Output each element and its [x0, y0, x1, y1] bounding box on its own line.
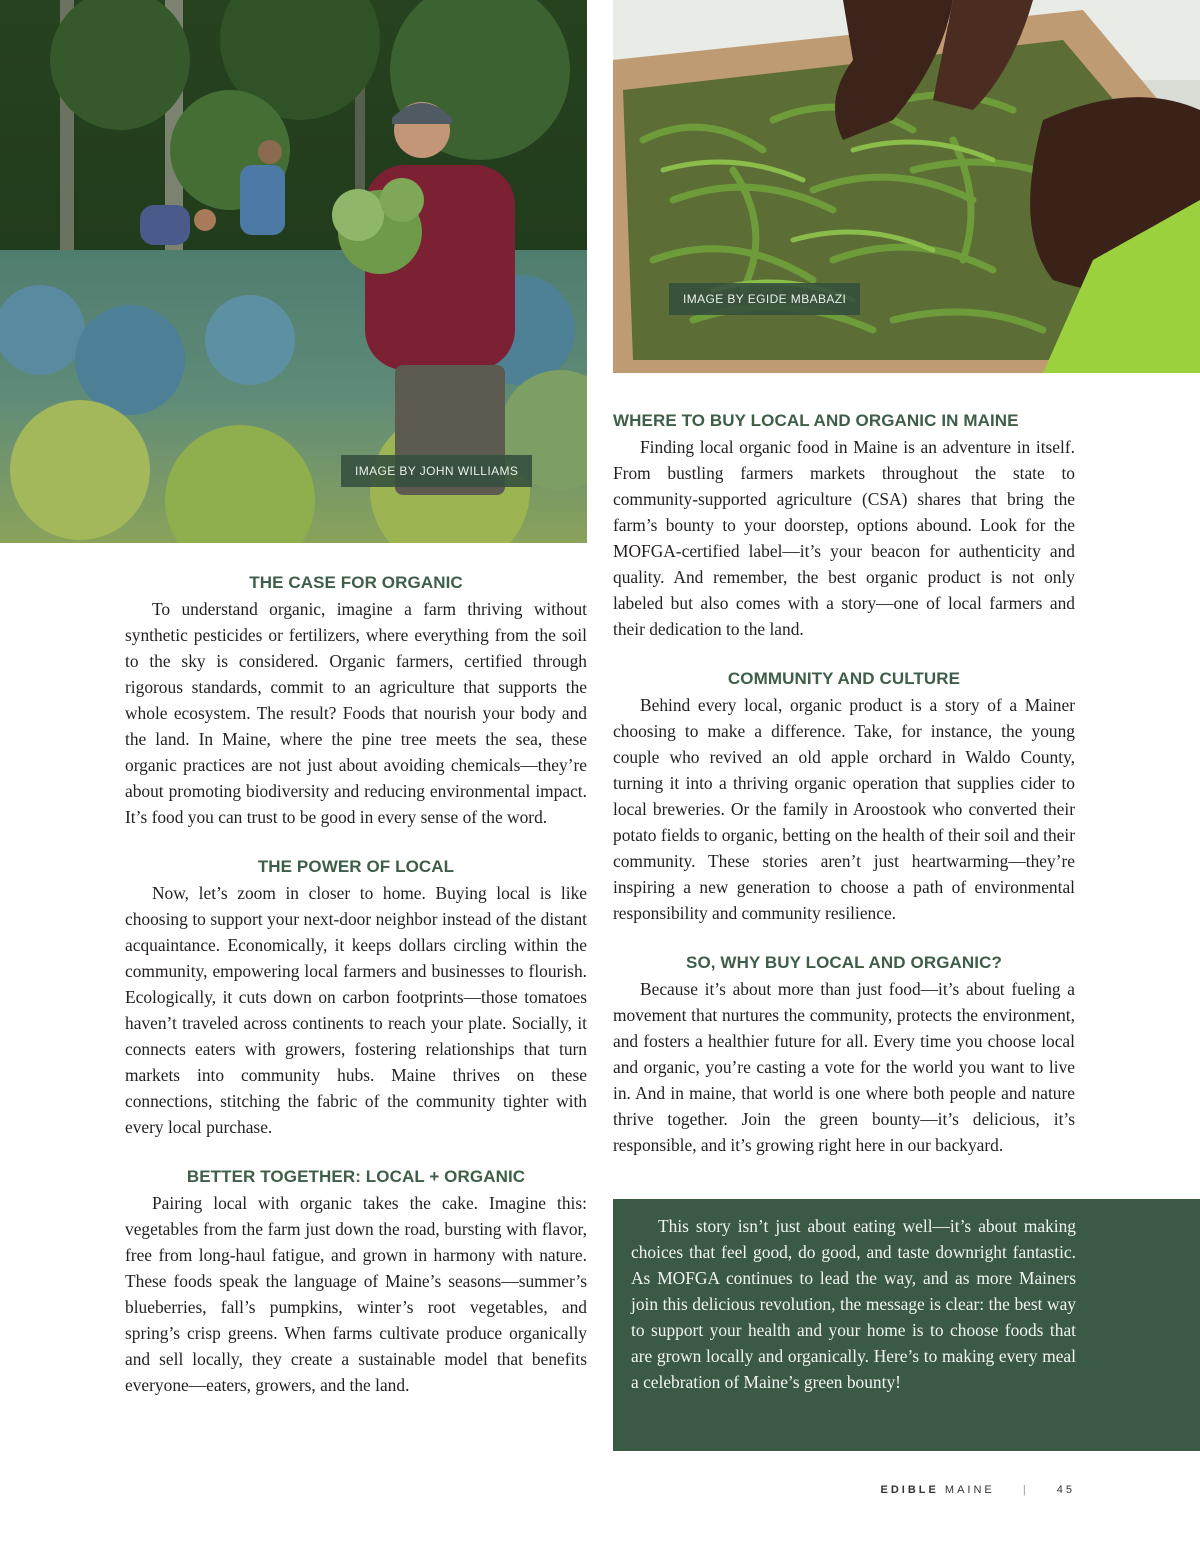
heading-better-together: BETTER TOGETHER: LOCAL + ORGANIC	[186, 1167, 526, 1186]
page-number: 45	[1056, 1484, 1075, 1496]
green-beans-photo	[613, 0, 1200, 373]
page-footer	[881, 1484, 1075, 1496]
closing-callout-box	[613, 1199, 1200, 1451]
paragraph-why-buy: Because it’s about more than just food—it’s about fueling a movement that nurtures the community, protects the environment, and fosters a healthier future for all. Every time you choose local and organic, you’re casting a vote for the world you want to live in. And in maine, that world is one where both people and nature thrive together. Join the green bounty—it’s delicious, it’s responsible, and it’s growing right here in our backyard.	[613, 979, 1075, 1155]
paragraph-power-of-local: Now, let’s zoom in closer to home. Buying local is like choosing to support your next-door neighbor instead of the distant acquaintance. Economically, it keeps dollars circling within the community, empowering local farmers and businesses to flourish. Ecologically, it cuts down on carbon footprints—those tomatoes haven’t traveled across continents to reach your plate. Socially, it connects eaters with growers, fostering relationships that turn markets into community hubs. Maine thrives on these connections, stitching the fabric of the community tighter with every local purchase.	[125, 883, 587, 1137]
left-column	[125, 572, 587, 1398]
paragraph-where-to-buy: Finding local organic food in Maine is an adventure in itself. From bustling farmers markets throughout the state to community-supported agriculture (CSA) shares that bring the farm’s bounty to your doorstep, options abound. Look for the MOFGA-certified label—it’s your beacon for authenticity and quality. And remember, the best organic product is not only labeled but also comes with a story—one of local farmers and their dedication to the land.	[613, 437, 1075, 639]
paragraph-case-for-organic: To understand organic, imagine a farm thriving without synthetic pesticides or fertilizers, where everything from the soil to the sky is considered. Organic farmers, certified through rigorous standards, commit to an agriculture that supports the whole ecosystem. The result? Foods that nourish your body and the land. In Maine, where the pine tree meets the sea, these organic practices are not just about avoiding chemicals—they’re about promoting biodiversity and reducing environmental impact. It’s food you can trust to be good in every sense of the word.	[125, 599, 587, 827]
footer-brand: EDIBLE	[880, 1484, 939, 1496]
heading-community-culture: COMMUNITY AND CULTURE	[727, 669, 961, 688]
footer-brand-suffix: MAINE	[944, 1484, 995, 1496]
photo-credit-right: IMAGE BY EGIDE MBABAZI	[669, 283, 860, 315]
green-beans-illustration	[613, 0, 1200, 373]
heading-why-buy: SO, WHY BUY LOCAL AND ORGANIC?	[686, 953, 1002, 972]
heading-power-of-local: THE POWER OF LOCAL	[257, 857, 455, 876]
heading-where-to-buy: WHERE TO BUY LOCAL AND ORGANIC IN MAINE	[613, 411, 1019, 430]
right-column	[613, 410, 1075, 1158]
callout-paragraph: This story isn’t just about eating well—it’s about making choices that feel good, do good, and taste downright fantastic. As MOFGA continues to lead the way, and as more Mainers join this delicious revolution, the message is clear: the best way to support your health and your home is to choose foods that are grown locally and organically. Here’s to making every meal a celebration of Maine’s green bounty!	[631, 1216, 1076, 1392]
paragraph-community-culture: Behind every local, organic product is a story of a Mainer choosing to make a difference. Take, for instance, the young couple who revived an old apple orchard in Waldo County, turning it into a thriving organic operation that supplies cider to local breweries. Or the family in Aroostook who converted their potato fields to organic, betting on the health of their soil and their community. These stories aren’t just heartwarming—they’re inspiring a new generation to choose a path of environmental responsibility and community resilience.	[613, 695, 1075, 923]
heading-case-for-organic: THE CASE FOR ORGANIC	[249, 573, 463, 592]
footer-separator: |	[1022, 1484, 1029, 1496]
photo-credit-left: IMAGE BY JOHN WILLIAMS	[341, 455, 532, 487]
paragraph-better-together: Pairing local with organic takes the cake. Imagine this: vegetables from the farm just down the road, bursting with flavor, free from long-haul fatigue, and grown in harmony with nature. These foods speak the language of Maine’s seasons—summer’s blueberries, fall’s pumpkins, winter’s root vegetables, and spring’s crisp greens. When farms cultivate produce organically and sell locally, they create a sustainable model that benefits everyone—eaters, growers, and the land.	[125, 1193, 587, 1395]
